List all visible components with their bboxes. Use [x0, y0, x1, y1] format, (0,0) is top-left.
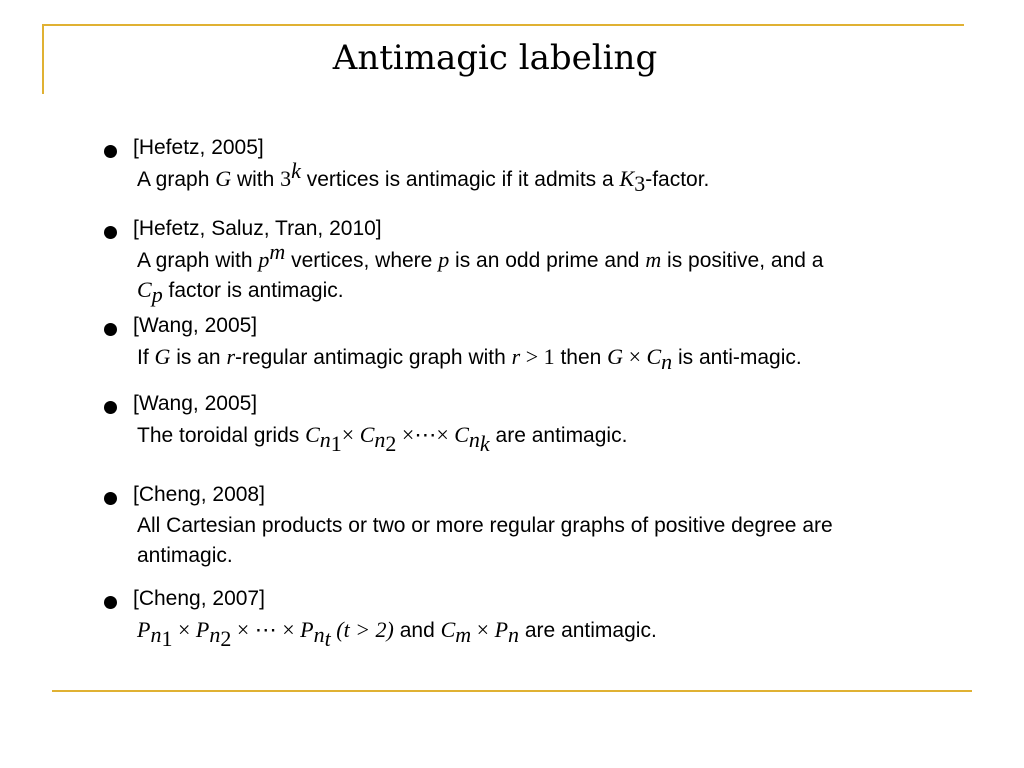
frame-top-rule: [42, 24, 964, 26]
frame-bottom-rule: [52, 690, 972, 692]
citation: [Hefetz, Saluz, Tran, 2010]: [133, 217, 382, 240]
bullet-icon: [104, 401, 117, 414]
bullet-icon: [104, 492, 117, 505]
slide-title: Antimagic labeling: [332, 38, 658, 78]
statement-line-2: antimagic.: [137, 544, 233, 567]
bullet-icon: [104, 226, 117, 239]
statement: A graph G with 3$^k$ vertices is antimagic if it admits a $K_3$-factor.: [137, 158, 710, 197]
citation: [Wang, 2005]: [133, 392, 258, 415]
statement: The toroidal grids $C_{n_1}\times C_{n_2}$ ×⋯× $C_{n_k}$ are antimagic.: [137, 422, 628, 457]
statement: $P_{n_1} \times P_{n_2}$ × ⋯ × $P_{n_t}$ (t > 2) and $C_m \times P_n$ are antimagic.: [137, 617, 657, 652]
citation: [Wang, 2005]: [133, 314, 258, 337]
bullet-icon: [104, 145, 117, 158]
citation: [Cheng, 2007]: [133, 587, 265, 610]
bullet-icon: [104, 323, 117, 336]
statement-line-2: $C_p$ factor is antimagic.: [137, 277, 344, 308]
statement-line-1: A graph with $p^m$ vertices, where p is an odd prime and m is positive, and a: [137, 239, 824, 272]
statement-line-1: All Cartesian products or two or more regular graphs of positive degree are: [137, 514, 833, 537]
citation: [Cheng, 2008]: [133, 483, 265, 506]
statement: If G is an r-regular antimagic graph with r > 1 then $G \times C_n$ is anti-magic.: [137, 344, 802, 375]
citation: [Hefetz, 2005]: [133, 136, 264, 159]
bullet-icon: [104, 596, 117, 609]
